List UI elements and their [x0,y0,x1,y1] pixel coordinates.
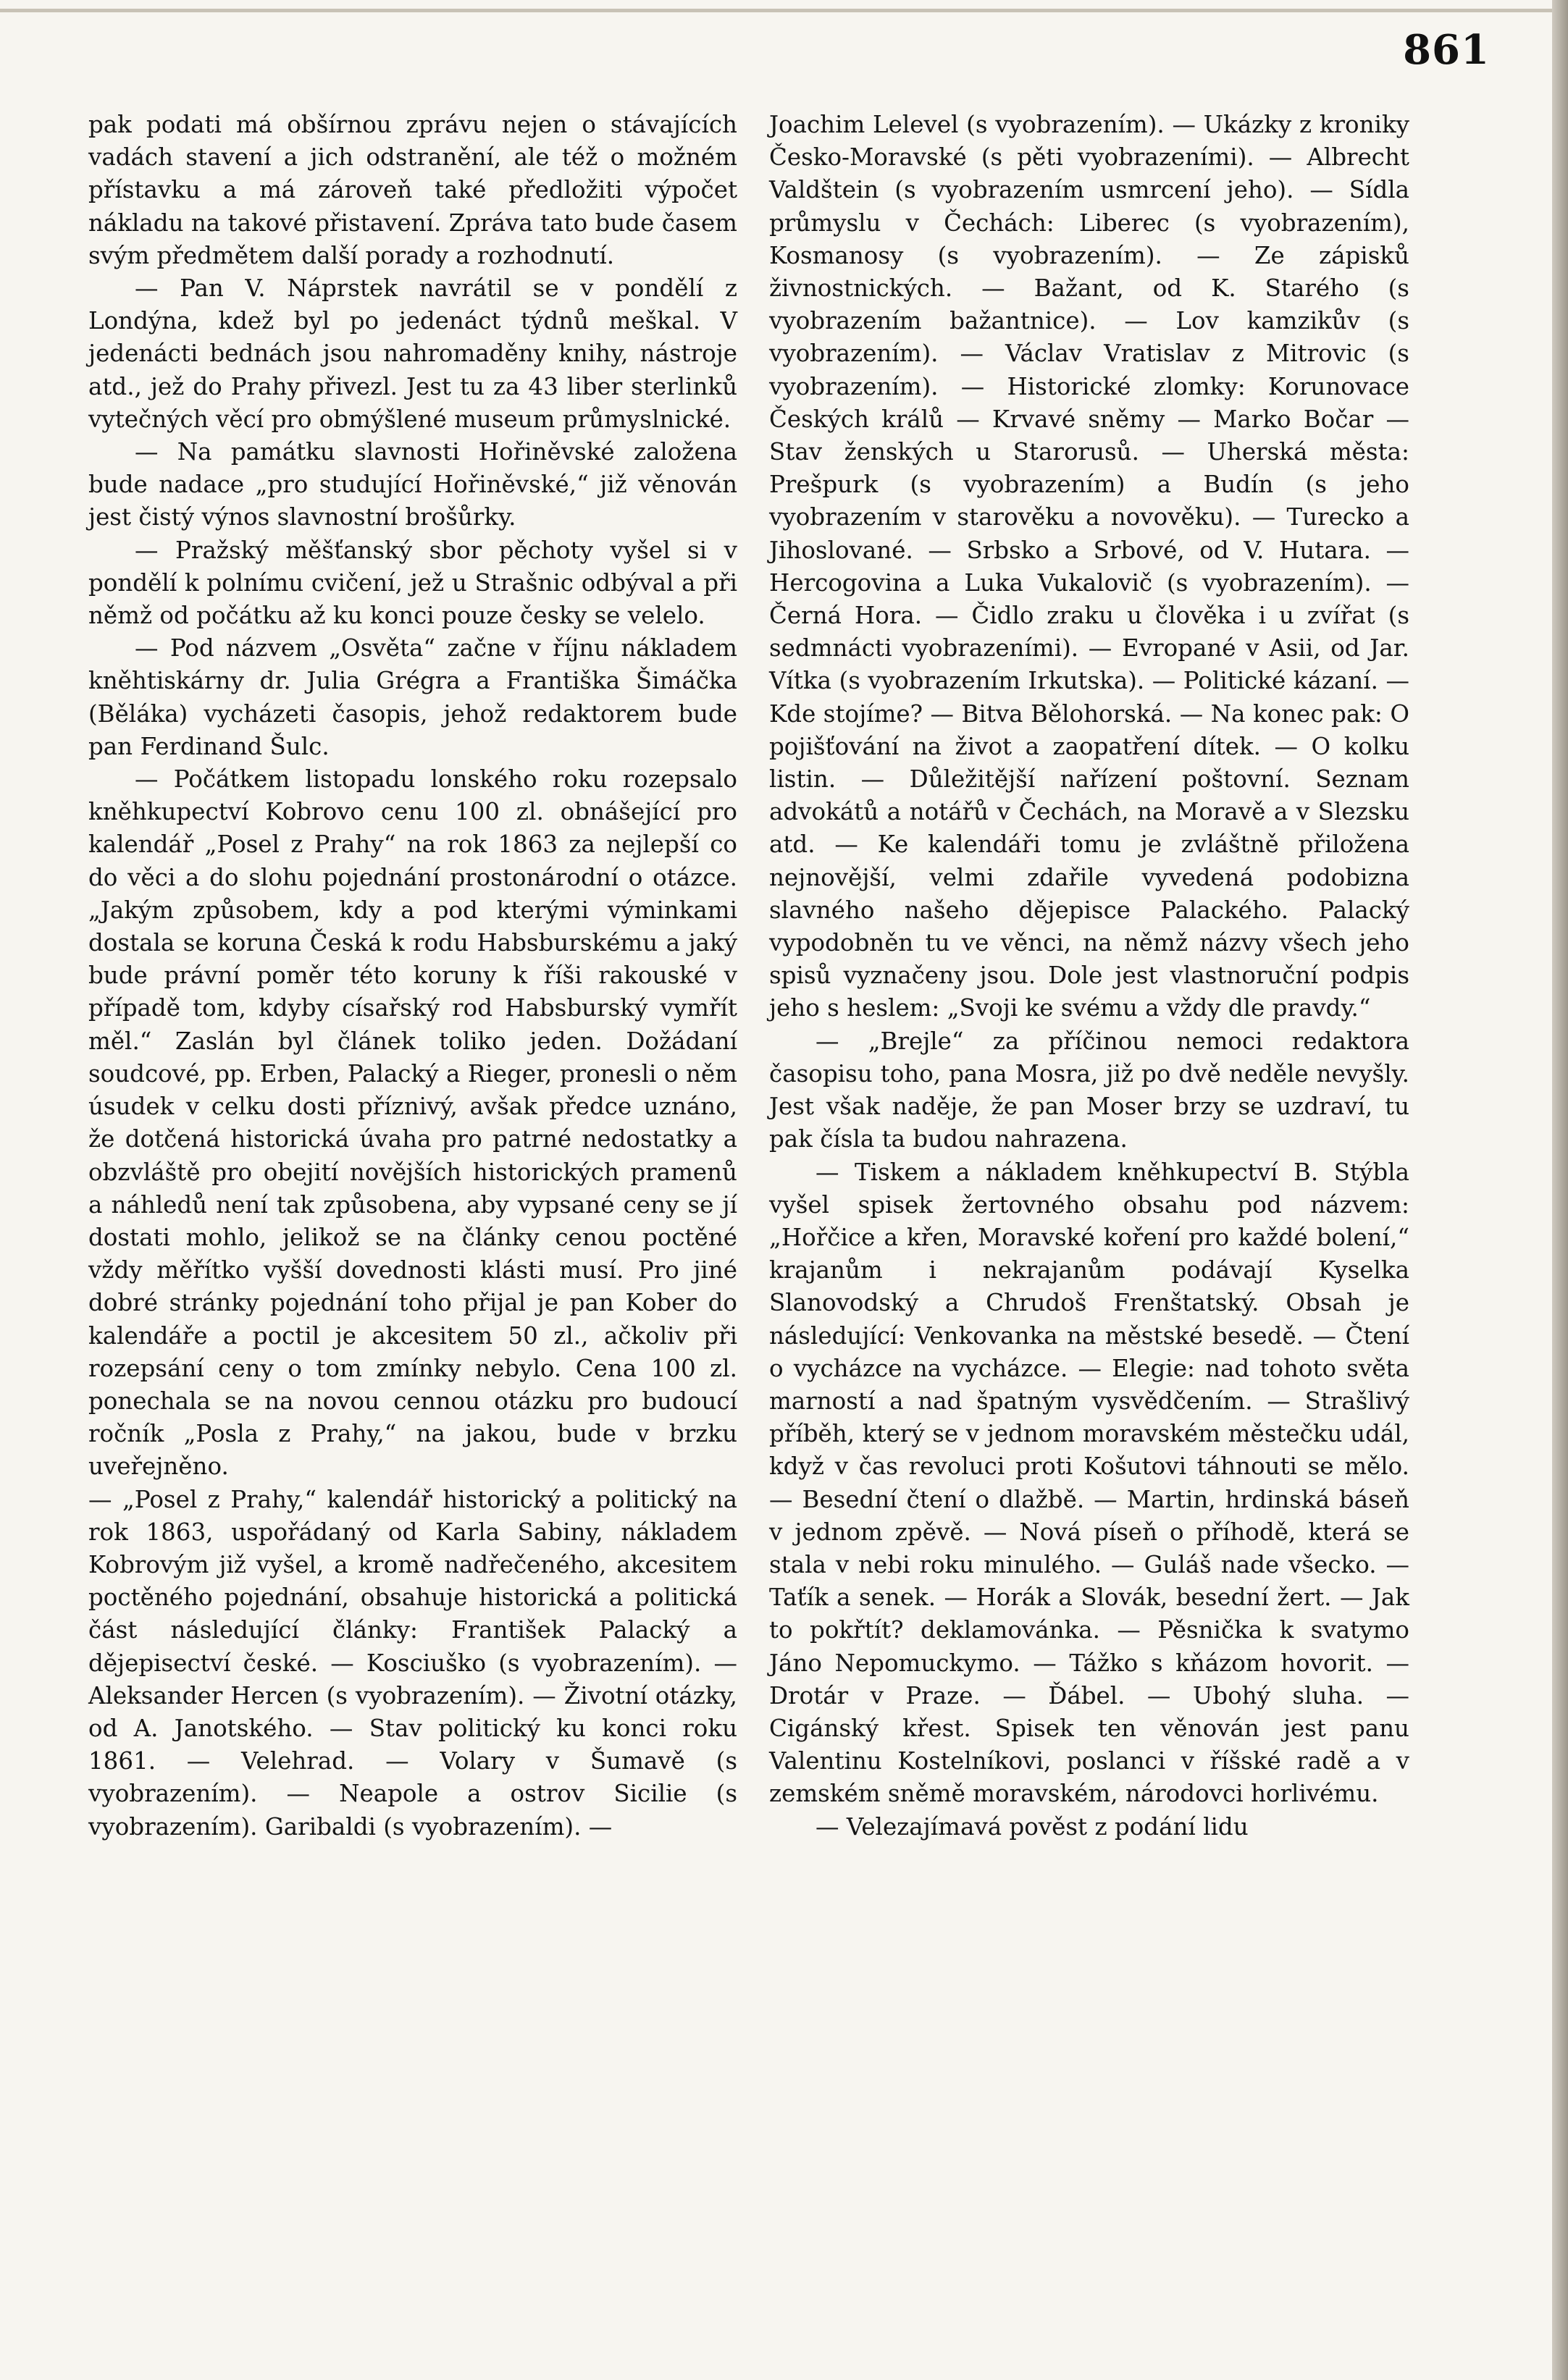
top-rule [0,9,1568,12]
paragraph: — „Brejle“ za příčinou nemoci redaktora časopisu toho, pana Mosra, již po dvě neděle nevyšly. Jest však naděje, že pan Moser brzy se uzdraví, tu pak čísla ta budou nahrazena. [769,1027,1409,1153]
page-number: 861 [1403,26,1490,74]
paragraph: — Velezajímavá pověst z podání lidu [816,1812,1249,1841]
paragraph: pak podati má obšírnou zprávu nejen o stávajících vadách stavení a jich odstranění, ale též o možném přístavku a má zároveň také předložiti výpočet nákladu na takové přistavení. Zpráva tato bude časem svým předmětem další porady a rozhodnutí. [88,111,737,269]
paragraph: — Počátkem listopadu lonského roku rozepsalo kněhkupectví Kobrovo cenu 100 zl. obnášející pro kalendář „Posel z Prahy“ na rok 1863 za nejlepší co do věci a do slohu pojednání prostonárodní o otázce. „Jakým způsobem, kdy a pod kterými výminkami dostala se koruna Česká k rodu Habsburskému a jaký bude právní poměr této koruny k říši rakouské v případě tom, kdyby císařský rod Habsburský vymřít měl.“ Zaslán byl článek toliko jeden. Dožádaní soudcové, pp. Erben, Palacký a Rieger, pronesli o něm úsudek v celku dosti příznivý, avšak předce uznáno, že dotčená historická úvaha pro patrné nedostatky a obzvláště pro obejití novějších historických pramenů a náhledů není tak způsobena, aby vypsané ceny se jí dostati mohlo, jelikož se na články cenou poctěné vždy měřítko vyšší dovednosti klásti musí. Pro jiné dobré stránky pojednání toho přijal je pan Kober do kalendáře a poctil je akcesitem 50 zl., ačkoliv při rozepsání ceny o tom zmínky nebylo. Cena 100 zl. ponechala se na novou cennou otázku pro budoucí ročník „Posla z Prahy,“ na jakou, bude v brzku uveřejněno. [88,765,737,1481]
right-column [769,109,1409,1843]
paragraph: Joachim Lelevel (s vyobrazením). — Ukázky z kroniky Česko-Moravské (s pěti vyobrazeními). — Albrecht Valdštein (s vyobrazením usmrcení jeho). — Sídla průmyslu v Čechách: Liberec (s vyobrazením), Kosmanosy (s vyobrazením). — Ze zápisků živnostnických. — Bažant, od K. Starého (s vyobrazením bažantnice). — Lov kamzikův (s vyobrazením). — Václav Vratislav z Mitrovic (s vyobrazením). — Historické zlomky: Korunovace Českých králů — Krvavé sněmy — Marko Bočar — Stav ženských u Starorusů. — Uherská města: Prešpurk (s vyobrazením) a Budín (s jeho vyobrazením v starověku a novověku). — Turecko a Jihoslované. — Srbsko a Srbové, od V. Hutara. — Hercogovina a Luka Vukalovič (s vyobrazením). — Černá Hora. — Čidlo zraku u člověka i u zvířat (s sedmnácti vyobrazeními). — Evropané v Asii, od Jar. Vítka (s vyobrazením Irkutska). — Politické kázaní. — Kde stojíme? — Bitva Bělohorská. — Na konec pak: O pojišťování na život a zaopatření dítek. — O kolku listin. — Důležitější nařízení poštovní. Seznam advokátů a notářů v Čechách, na Moravě a v Slezsku atd. — Ke kalendáři tomu je zvláštně přiložena nejnovější, velmi zdařile vyvedená podobizna slavného našeho dějepisce Palackého. Palacký vypodobněn tu ve věnci, na němž názvy všech jeho spisů vyznačeny jsou. Dole jest vlastnoruční podpis jeho s heslem: „Svoji ke svému a vždy dle pravdy.“ [769,111,1409,1022]
left-column [88,109,737,1843]
paragraph: — Pod názvem „Osvěta“ začne v říjnu nákladem kněhtiskárny dr. Julia Grégra a Františka Šimáčka (Běláka) vycházeti časopis, jehož redaktorem bude pan Ferdinand Šulc. [88,634,737,760]
paragraph: — Pan V. Náprstek navrátil se v pondělí z Londýna, kdež byl po jedenáct týdnů meškal. V jedenácti bednách jsou nahromaděny knihy, nástroje atd., jež do Prahy přivezl. Jest tu za 43 liber sterlinků vytečných věcí pro obmýšlené museum průmyslnické. [88,274,737,433]
paragraph: — Tiskem a nákladem kněhkupectví B. Stýbla vyšel spisek žertovného obsahu pod názvem: „Hořčice a křen, Moravské koření pro každé bolení,“ krajanům i nekrajanům podávají Kyselka Slanovodský a Chrudoš Frenštatský. Obsah je následující: Venkovanka na městské besedě. — Čtení o vycházce na vycházce. — Elegie: nad tohoto světa marností a nad špatným vysvědčením. — Strašlivý příběh, který se v jednom moravském městečku udál, když v čas revoluci proti Košutovi táhnouti se mělo. — Besední čtení o dlažbě. — Martin, hrdinská báseň v jednom zpěvě. — Nová píseň o příhodě, která se stala v nebi roku minulého. — Guláš nade všecko. — Taťík a senek. — Horák a Slovák, besední žert. — Jak to pokřtít? deklamovánka. — Pěsnička k svatymo Jáno Nepomuckymo. — Tážko s kňázom hovorit. — Drotár v Praze. — Ďábel. — Ubohý sluha. — Cigánský křest. Spisek ten věnován jest panu Valentinu Kostelníkovi, poslanci v říšské radě a v zemském sněmě moravském, národovci horlivému. [769,1158,1409,1808]
paragraph: — „Posel z Prahy,“ kalendář historický a politický na rok 1863, uspořádaný od Karla Sabiny, nákladem Kobrovým již vyšel, a kromě nadřečeného, akcesitem poctěného pojednání, obsahuje historická a politická část následující články: František Palacký a dějepisectví české. — Kosciuško (s vyobrazením). — Aleksander Hercen (s vyobrazením). — Životní otázky, od A. Janotského. — Stav politický ku konci roku 1861. — Velehrad. — Volary v Šumavě (s vyobrazením). — Neapole a ostrov Sicilie (s vyobrazením). Garibaldi (s vyobrazením). — [88,1485,737,1841]
page-edge [1552,0,1568,2380]
paragraph: — Na památku slavnosti Hořiněvské založena bude nadace „pro studující Hořiněvské,“ již věnován jest čistý výnos slavnostní brošůrky. [88,438,737,531]
paragraph: — Pražský měšťanský sbor pěchoty vyšel si v pondělí k polnímu cvičení, jež u Strašnic odbýval a při němž od počátku až ku konci pouze česky se velelo. [88,536,737,630]
